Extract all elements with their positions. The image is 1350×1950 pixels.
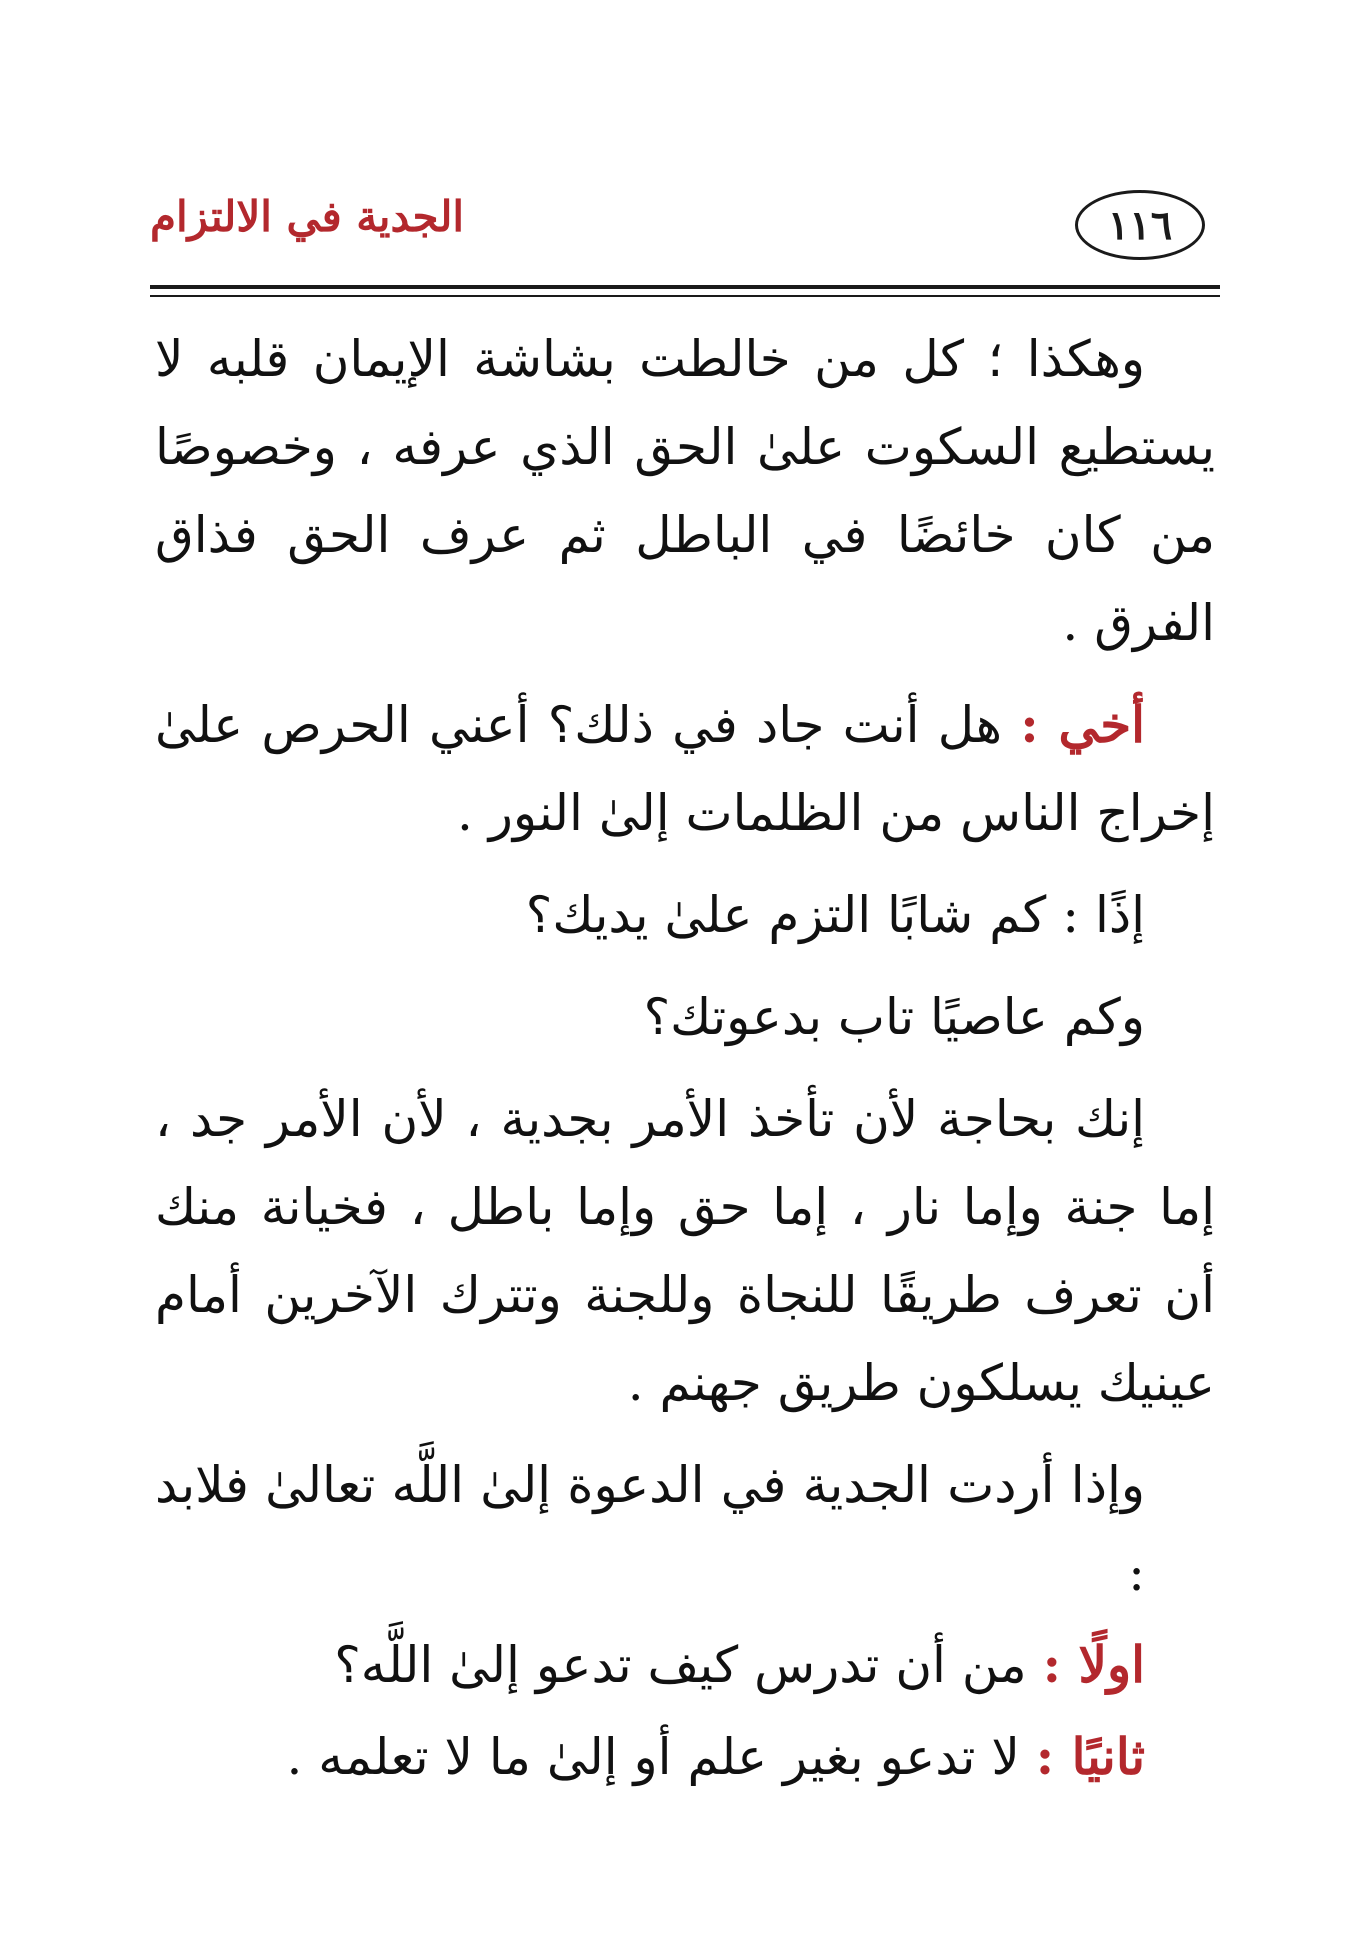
paragraph-2-text: هل أنت جاد في ذلك؟ أعني الحرص علىٰ إخراج الناس من الظلمات إلىٰ النور . <box>155 696 1215 842</box>
question-1: إذًا : كم شابًا التزم علىٰ يديك؟ <box>525 886 1145 944</box>
header-rule-thick <box>150 285 1220 289</box>
header-rule-thin <box>150 295 1220 297</box>
running-title: الجدية في الالتزام <box>150 192 465 241</box>
list-item-1 <box>155 1621 1215 1709</box>
paragraph-2-label: أخي : <box>1020 695 1145 754</box>
list-item-1-text: من أن تدرس كيف تدعو إلىٰ اللَّه؟ <box>334 1636 1043 1694</box>
paragraph-4: وإذا أردت الجدية في الدعوة إلىٰ اللَّه تعالىٰ فلابد : <box>155 1456 1145 1602</box>
list-item-2-label: ثانيًا : <box>1035 1727 1145 1786</box>
list-item-2 <box>155 1713 1215 1801</box>
page-header <box>150 190 1220 270</box>
question-2: وكم عاصيًا تاب بدعوتك؟ <box>643 988 1145 1046</box>
list-item-1-label: اولًا : <box>1042 1635 1145 1694</box>
paragraph-2 <box>155 681 1215 857</box>
body-text <box>155 315 1215 1801</box>
page-number: ١١٦ <box>1075 190 1205 260</box>
paragraph-1: وهكذا ؛ كل من خالطت بشاشة الإيمان قلبه لا يستطيع السكوت علىٰ الحق الذي عرفه ، وخصوصًا من كان خائضًا في الباطل ثم عرف الحق فذاق الفرق . <box>155 330 1215 652</box>
paragraph-3: إنك بحاجة لأن تأخذ الأمر بجدية ، لأن الأمر جد ، إما جنة وإما نار ، إما حق وإما باطل ، فخيانة منك أن تعرف طريقًا للنجاة وللجنة وتترك الآخرين أمام عينيك يسلكون طريق جهنم . <box>155 1090 1215 1412</box>
list-item-2-text: لا تدعو بغير علم أو إلىٰ ما لا تعلمه . <box>286 1728 1036 1786</box>
